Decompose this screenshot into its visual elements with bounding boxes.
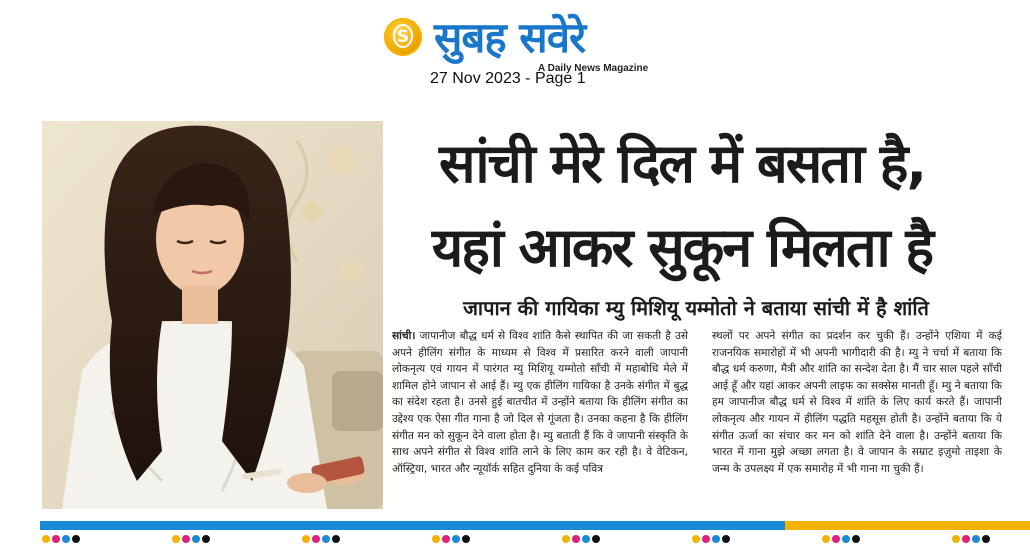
registration-dot [302,535,310,543]
registration-dot [822,535,830,543]
registration-dot [722,535,730,543]
article-subheadline: जापान की गायिका म्यु मिशियू यम्मोतो ने बताया सांची में है शांति [463,296,929,320]
tagline: A Daily News Magazine [538,63,649,74]
registration-dot [432,535,440,543]
article-photo [42,121,383,509]
registration-dot [62,535,70,543]
brand-title: सुबह सवेरे [434,13,586,62]
registration-dot [562,535,570,543]
registration-dot [712,535,720,543]
registration-dot [852,535,860,543]
registration-dot [982,535,990,543]
registration-dot [172,535,180,543]
article-headline [352,122,1012,290]
footer-color-bar-yellow [785,521,1030,530]
registration-dot [312,535,320,543]
registration-dot [192,535,200,543]
headline-line-1: सांची मेरे दिल में बसता है, [439,132,925,195]
registration-dot [442,535,450,543]
registration-dot [962,535,970,543]
registration-dot [322,535,330,543]
registration-dot [452,535,460,543]
date-page-label: 27 Nov 2023 - Page 1 [430,70,586,87]
registration-dot [582,535,590,543]
column-left-text: जापानीज बौद्ध धर्म से विश्व शांति कैसे स्थापित की जा सकती है उसे अपने हीलिंग संगीत के माध्यम से विश्व में प्रसारित करने वाली जापानी लोकनृत्य एवं गायन में पारंगत म्यु मिशियू यम्मोतो साँची में महाबोधि मेले में शामिल होने जापान से आई हैं। म्यु एक हीलिंग गायिका है उनके संगीत में बुद्ध का संदेश रहता है। उनसे हुई बातचीत में उन्होंने बताया कि हीलिंग संगीत का उद्देश्य एक ऐसा गीत गाना है जो दिल से गूंजता है। उनका कहना है कि हीलिंग संगीत मन को सुकून देने वाला होता है। म्यु बताती हैं कि वे जापानी संस्कृति के साथ अपने संगीत से विश्व शांति लाने के लिए काम कर रही है। वे वेटिकन, ऑस्ट्रिया, भारत और न्यूयॉर्क सहित दुनिया के कई पवित्र [392,330,688,475]
registration-dot [832,535,840,543]
registration-dot [202,535,210,543]
registration-dot [462,535,470,543]
registration-dot [592,535,600,543]
dateline: सांची। [392,330,416,342]
registration-dot [72,535,80,543]
registration-dot [332,535,340,543]
coin-s-logo-icon: S [384,18,422,56]
registration-dot [52,535,60,543]
article-column-right: स्थलों पर अपने संगीत का प्रदर्शन कर चुकी हैं। उन्होंने एशिया में कई राजनयिक समारोहों में भी अपनी भागीदारी की है। म्यु ने चर्चा में बताया कि बौद्ध धर्म करुणा, मैत्री और शांति का सन्देश देता है। मैं चार साल पहले साँची आई हूँ और यहां आकर अपनी लाइफ का सक्सेस मानती हूँ। म्यु ने बताया कि हम जापानीज बौद्ध धर्म से विश्व में शांति के लिए कार्य करते हैं। जापानी लोकनृत्य और गायन में हीलिंग पद्धति महसूस होती है। उन्होंने बताया कि ये संगीत ऊर्जा का संचार कर मन को शांति देने वाला है। उन्होंने बताया कि भारत में गाना मुझे अच्छा लगता है। वे जापान के सम्राट इज़ुमो ताइशा के जन्म के उपलक्ष्य में एक समारोह में भी गाना गा चुकी हैं। [712,330,1002,475]
registration-dot [42,535,50,543]
registration-dot [692,535,700,543]
registration-dot [702,535,710,543]
registration-dot [842,535,850,543]
woman-with-phone-photo [42,121,383,509]
registration-dot [572,535,580,543]
article-column-left [392,328,688,512]
registration-dot [972,535,980,543]
headline-line-2: यहां आकर सुकून मिलता है [431,216,933,279]
registration-dot [952,535,960,543]
footer-color-bar-blue [40,521,785,530]
registration-dot [182,535,190,543]
